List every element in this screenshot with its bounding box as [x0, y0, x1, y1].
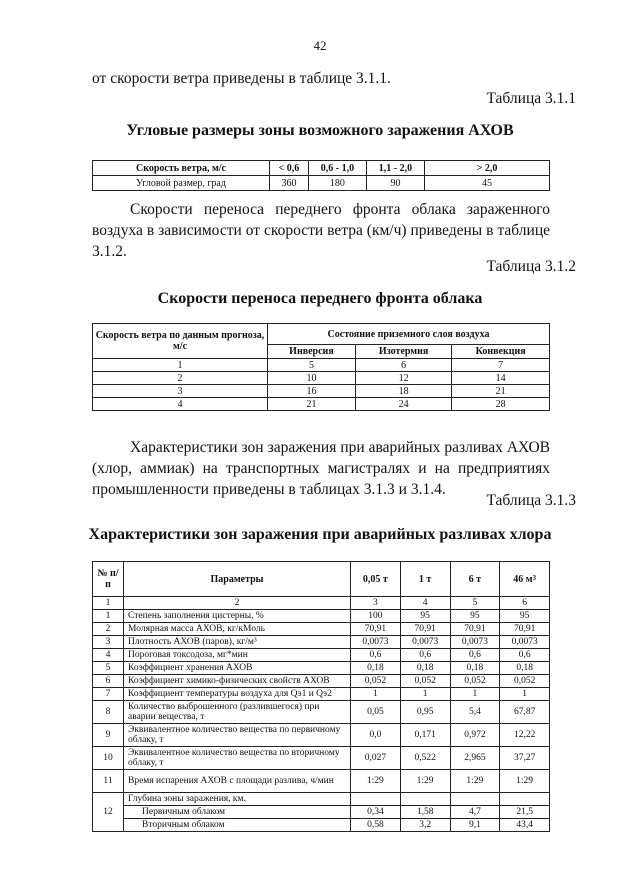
table-row: [93, 688, 550, 701]
table-cell: Коэффициент химико-физических свойств АХОВ: [124, 675, 351, 688]
paragraph-3: Характеристики зон заражения при аварийных разливах АХОВ (хлор, аммиак) на транспортных магистралях и на предприятиях промышленности приведены в таблицах 3.1.3 и 3.1.4.: [92, 439, 550, 498]
table-cell: 1:29: [400, 770, 450, 793]
table-cell: 2: [93, 623, 124, 636]
table-header-cell: 6 т: [450, 562, 500, 597]
table-header-cell: Конвекция: [452, 345, 550, 359]
table-header-cell: 46 $м^3$: [500, 562, 550, 597]
table-cell: 16: [268, 385, 356, 398]
table-cell: 5: [268, 359, 356, 372]
table-cell: Пороговая токсодоза, мг*мин: [124, 649, 351, 662]
table-cell: 90: [366, 176, 424, 191]
table-cell: 2: [124, 597, 351, 610]
table-cell: 4: [400, 597, 450, 610]
table-cell: 0,6: [400, 649, 450, 662]
table-cell: 0,05: [351, 701, 401, 724]
table-cell: Степень заполнения цистерны, %: [124, 610, 351, 623]
table-row: [93, 662, 550, 675]
table-cell: Эквивалентное количество вещества по вторичному облаку, т: [124, 747, 351, 770]
table-cell: 10: [93, 747, 124, 770]
table-row: [93, 372, 550, 385]
table-cell: 0,0: [351, 724, 401, 747]
wind-angle-table: [92, 160, 550, 191]
table-cell: 0,027: [351, 747, 401, 770]
table-row: [93, 770, 550, 793]
table-cell: Вторичным облаком: [124, 819, 351, 832]
table3-label: Таблица 3.1.3: [486, 492, 576, 509]
table-cell: 0,052: [500, 675, 550, 688]
table-cell: Коэффициент температуры воздуха для Qэ1 и Qэ2: [124, 688, 351, 701]
table-cell: 6: [355, 359, 451, 372]
intro-line: от скорости ветра приведены в таблице 3.1.1.: [92, 70, 391, 87]
table-cell: 18: [355, 385, 451, 398]
table-cell: 0,6: [500, 649, 550, 662]
table-cell: 0,34: [351, 806, 401, 819]
table-cell: 67,87: [500, 701, 550, 724]
table-cell: 0,18: [450, 662, 500, 675]
table-cell: 4: [93, 398, 268, 411]
table-header-cell: № п/п: [93, 562, 124, 597]
page-number: 42: [313, 38, 327, 53]
table-cell: 45: [425, 176, 550, 191]
table-header-cell: Параметры: [124, 562, 351, 597]
table-row: [93, 649, 550, 662]
table-cell: 70,91: [351, 623, 401, 636]
table-cell: 1,58: [400, 806, 450, 819]
table-cell: 0,95: [400, 701, 450, 724]
table-header-cell: Скорость ветра, м/с: [93, 161, 270, 176]
table-row: [93, 597, 550, 610]
table-cell: 0,18: [500, 662, 550, 675]
table-row: [93, 398, 550, 411]
table-cell: 12: [355, 372, 451, 385]
table-row: [93, 793, 550, 806]
table-cell: 70,91: [500, 623, 550, 636]
table-cell: 0,6: [450, 649, 500, 662]
table-cell: 1: [500, 688, 550, 701]
table-row: [93, 819, 550, 832]
table2-label: Таблица 3.1.2: [486, 258, 576, 275]
table1-title: Угловые размеры зоны возможного заражения АХОВ: [126, 122, 514, 139]
table-cell: 4,7: [450, 806, 500, 819]
table1-label: Таблица 3.1.1: [486, 90, 576, 107]
table-cell: 10: [268, 372, 356, 385]
table-cell: 5,4: [450, 701, 500, 724]
table-header-cell: 1,1 - 2,0: [366, 161, 424, 176]
table-cell: 0,0073: [351, 636, 401, 649]
table-cell: 9,1: [450, 819, 500, 832]
table-row: [93, 675, 550, 688]
table-header-cell: 0,6 - 1,0: [308, 161, 366, 176]
table-cell: 95: [450, 610, 500, 623]
table-cell: 1: [93, 359, 268, 372]
table-header-cell: 0,05 т: [351, 562, 401, 597]
table-cell: 37,27: [500, 747, 550, 770]
table-cell: 1: [93, 597, 124, 610]
table-cell: 6: [93, 675, 124, 688]
table-cell: 21: [268, 398, 356, 411]
chlorine-zones-table: [92, 561, 550, 832]
table-cell: 360: [270, 176, 309, 191]
table-row: [93, 623, 550, 636]
table-cell: 0,18: [351, 662, 401, 675]
table-cell: 70,91: [400, 623, 450, 636]
table-cell: 0,0073: [400, 636, 450, 649]
table-cell: 1:29: [450, 770, 500, 793]
table-cell: 3: [93, 385, 268, 398]
table-cell: 1:29: [500, 770, 550, 793]
table-cell: 0,6: [351, 649, 401, 662]
table-cell: Первичным облаком: [124, 806, 351, 819]
table-row: [93, 701, 550, 724]
table-header-cell: Инверсия: [268, 345, 356, 359]
table-cell: 12,22: [500, 724, 550, 747]
table-cell: 7: [93, 688, 124, 701]
table-cell: 9: [93, 724, 124, 747]
table-cell: 70,91: [450, 623, 500, 636]
table-cell: 0,171: [400, 724, 450, 747]
table-cell: Угловой размер, град: [93, 176, 270, 191]
table-cell: 0,0073: [450, 636, 500, 649]
table-cell: 21,5: [500, 806, 550, 819]
table-cell: 2: [93, 372, 268, 385]
table-header-row: [93, 562, 550, 597]
table-cell: 0,052: [400, 675, 450, 688]
table-cell: 0,052: [450, 675, 500, 688]
table-header-cell: > 2,0: [425, 161, 550, 176]
table-row: [93, 806, 550, 819]
table-row: [93, 359, 550, 372]
table-cell: 5: [450, 597, 500, 610]
table-row: [93, 636, 550, 649]
table-cell: 8: [93, 701, 124, 724]
cloud-speed-table: [92, 323, 550, 411]
table-cell: 1: [351, 688, 401, 701]
table-cell: 4: [93, 649, 124, 662]
table-cell: 3: [93, 636, 124, 649]
table-cell: Молярная масса АХОВ, кг/кМоль: [124, 623, 351, 636]
table-header-row: [93, 161, 550, 176]
table-row: [93, 724, 550, 747]
table-row: [93, 610, 550, 623]
table-cell: 3,2: [400, 819, 450, 832]
table-cell: 11: [93, 770, 124, 793]
table-cell: 100: [351, 610, 401, 623]
table-row: [93, 385, 550, 398]
table-cell: [500, 793, 550, 806]
table-cell: 1: [450, 688, 500, 701]
table-cell: 21: [452, 385, 550, 398]
table-cell: 28: [452, 398, 550, 411]
table2-title: Скорости переноса переднего фронта облака: [157, 290, 483, 307]
table3-title: Характеристики зон заражения при аварийных разливах хлора: [88, 526, 552, 543]
table-cell: 0,052: [351, 675, 401, 688]
table-header-cell: 1 т: [400, 562, 450, 597]
table-cell: 0,522: [400, 747, 450, 770]
table-cell: 43,4: [500, 819, 550, 832]
table-cell: 0,18: [400, 662, 450, 675]
table-cell: Количество выброшенного (разлившегося) при аварии вещества, т: [124, 701, 351, 724]
table-cell: 1: [400, 688, 450, 701]
table-header-row: [93, 324, 550, 345]
table-cell: [400, 793, 450, 806]
table-header-cell: Состояние приземного слоя воздуха: [268, 324, 550, 345]
table-cell: 180: [308, 176, 366, 191]
table-cell: 1: [93, 610, 124, 623]
table-cell: 6: [500, 597, 550, 610]
table-cell: Эквивалентное количество вещества по первичному облаку, т: [124, 724, 351, 747]
table-cell: 95: [400, 610, 450, 623]
table-cell: 3: [351, 597, 401, 610]
table-cell: [351, 793, 401, 806]
table-cell: [450, 793, 500, 806]
paragraph-2: Скорости переноса переднего фронта облака зараженного воздуха в зависимости от скорости ветра (км/ч) приведены в таблице 3.1.2.: [92, 201, 550, 260]
table-header-cell: Скорость ветра по данным прогноза, м/с: [93, 324, 268, 359]
table-row: [93, 176, 550, 191]
table-cell: 5: [93, 662, 124, 675]
table-cell: 7: [452, 359, 550, 372]
table-cell: Коэффициент хранения АХОВ: [124, 662, 351, 675]
table-cell: 12: [93, 793, 124, 832]
table-cell: 0,0073: [500, 636, 550, 649]
table-row: [93, 747, 550, 770]
table-cell: 2,965: [450, 747, 500, 770]
table-cell: 0,58: [351, 819, 401, 832]
table-cell: 24: [355, 398, 451, 411]
table-cell: Плотность АХОВ (паров), кг/м³: [124, 636, 351, 649]
table-header-cell: Изотермия: [355, 345, 451, 359]
table-cell: 0,972: [450, 724, 500, 747]
table-cell: Глубина зоны заражения, км.: [124, 793, 351, 806]
table-header-cell: < 0,6: [270, 161, 309, 176]
table-cell: 14: [452, 372, 550, 385]
table-cell: 1:29: [351, 770, 401, 793]
table-cell: 95: [500, 610, 550, 623]
table-cell: Время испарения АХОВ с площади разлива, ч/мин: [124, 770, 351, 793]
